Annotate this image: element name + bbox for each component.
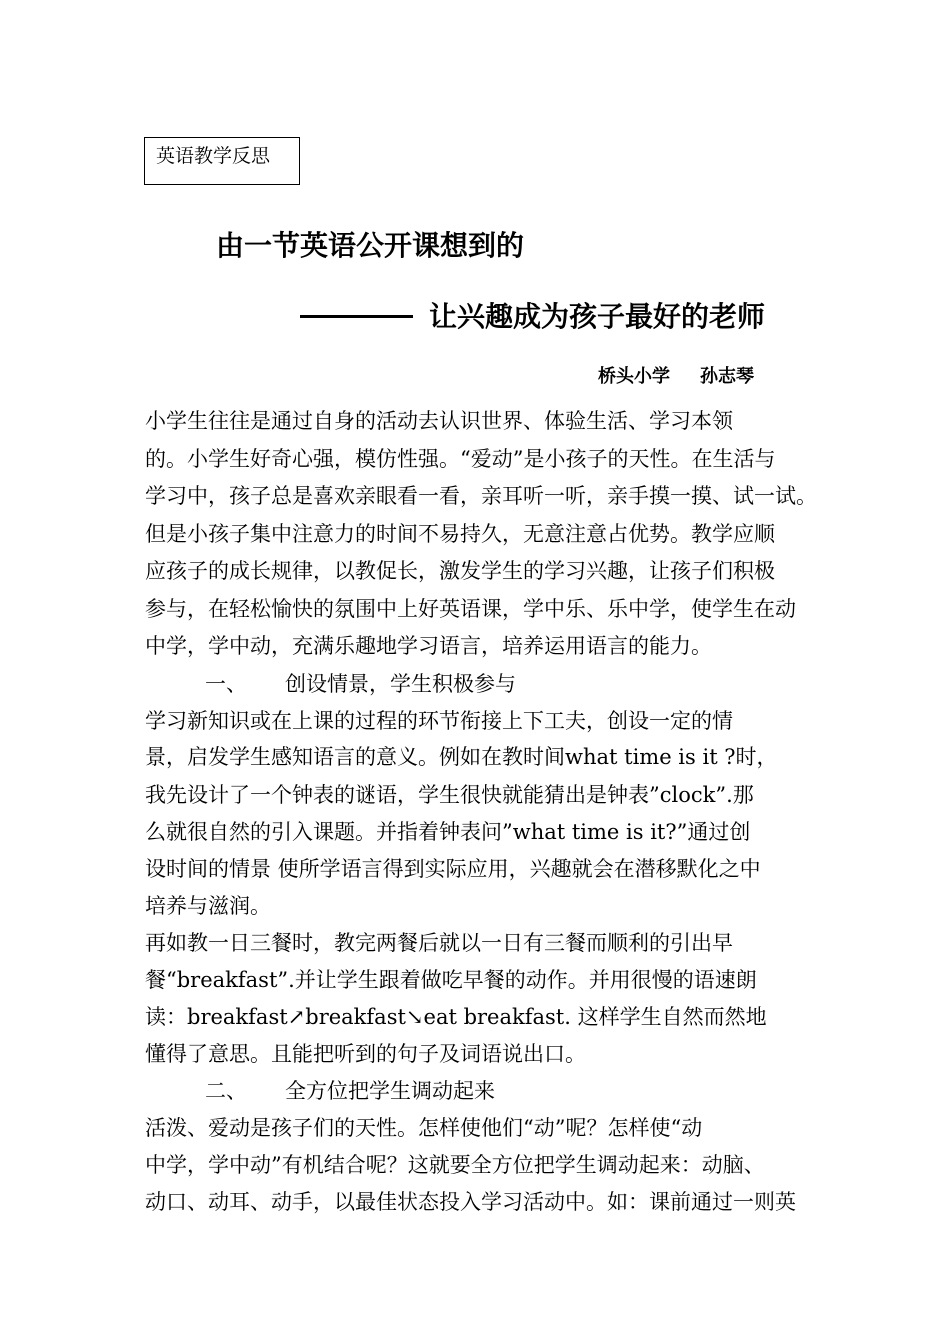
author-name: 孙志琴 (700, 366, 754, 387)
section-title: 全方位把学生调动起来 (285, 1079, 495, 1103)
body-line: 我先设计了一个钟表的谜语，学生很快就能猜出是钟表”clock”.那 (145, 783, 754, 807)
section-title: 创设情景，学生积极参与 (285, 672, 516, 696)
body-line: 参与，在轻松愉快的氛围中上好英语课，学中乐、乐中学，使学生在动 (145, 597, 796, 621)
category-label-box: 英语教学反思 (144, 137, 300, 185)
author-school: 桥头小学 (598, 366, 670, 387)
body-line: 再如教一日三餐时，教完两餐后就以一日有三餐而顺利的引出早 (145, 931, 733, 955)
body-line: 读：breakfast↗breakfast↘eat breakfast. 这样学生自然而然地 (145, 1005, 767, 1029)
section-heading-2 (205, 1077, 495, 1105)
body-line: 么就很自然的引入课题。并指着钟表问”what time is it?”通过创 (145, 820, 751, 844)
body-line: 懂得了意思。且能把听到的句子及词语说出口。 (145, 1042, 586, 1066)
body-line: 小学生往往是通过自身的活动去认识世界、体验生活、学习本领 (145, 409, 733, 433)
section-number: 一、 (205, 672, 247, 696)
body-line: 培养与滋润。 (145, 894, 271, 918)
section-number: 二、 (205, 1079, 247, 1103)
section-heading-1 (205, 670, 516, 698)
body-line: 但是小孩子集中注意力的时间不易持久，无意注意占优势。教学应顺 (145, 522, 775, 546)
body-line: 动口、动耳、动手，以最佳状态投入学习活动中。如：课前通过一则英 (145, 1190, 796, 1214)
body-line: 活泼、爱动是孩子们的天性。怎样使他们“动”呢？怎样使“动 (145, 1116, 703, 1140)
body-line: 学习新知识或在上课的过程的环节衔接上下工夫，创设一定的情 (145, 709, 733, 733)
body-line: 中学，学中动，充满乐趣地学习语言，培养运用语言的能力。 (145, 634, 712, 658)
document-title: 由一节英语公开课想到的 (216, 229, 525, 262)
document-subtitle (300, 300, 765, 334)
body-line: 应孩子的成长规律，以教促长，激发学生的学习兴趣，让孩子们积极 (145, 559, 775, 583)
subtitle-text: 让兴趣成为孩子最好的老师 (429, 300, 766, 333)
body-line: 中学，学中动”有机结合呢？这就要全方位把学生调动起来：动脑、 (145, 1153, 765, 1177)
body-line: 设时间的情景 使所学语言得到实际应用，兴趣就会在潜移默化之中 (145, 857, 761, 881)
body-line: 的。小学生好奇心强，模仿性强。“爱动”是小孩子的天性。在生活与 (145, 447, 776, 471)
subtitle-dash-rule (300, 315, 413, 318)
body-line: 学习中，孩子总是喜欢亲眼看一看，亲耳听一听，亲手摸一摸、试一试。 (145, 484, 817, 508)
author-line (598, 365, 754, 389)
body-line: 景，启发学生感知语言的意义。例如在教时间what time is it ?时， (145, 745, 778, 769)
body-line: 餐“breakfast”.并让学生跟着做吃早餐的动作。并用很慢的语速朗 (145, 968, 757, 992)
